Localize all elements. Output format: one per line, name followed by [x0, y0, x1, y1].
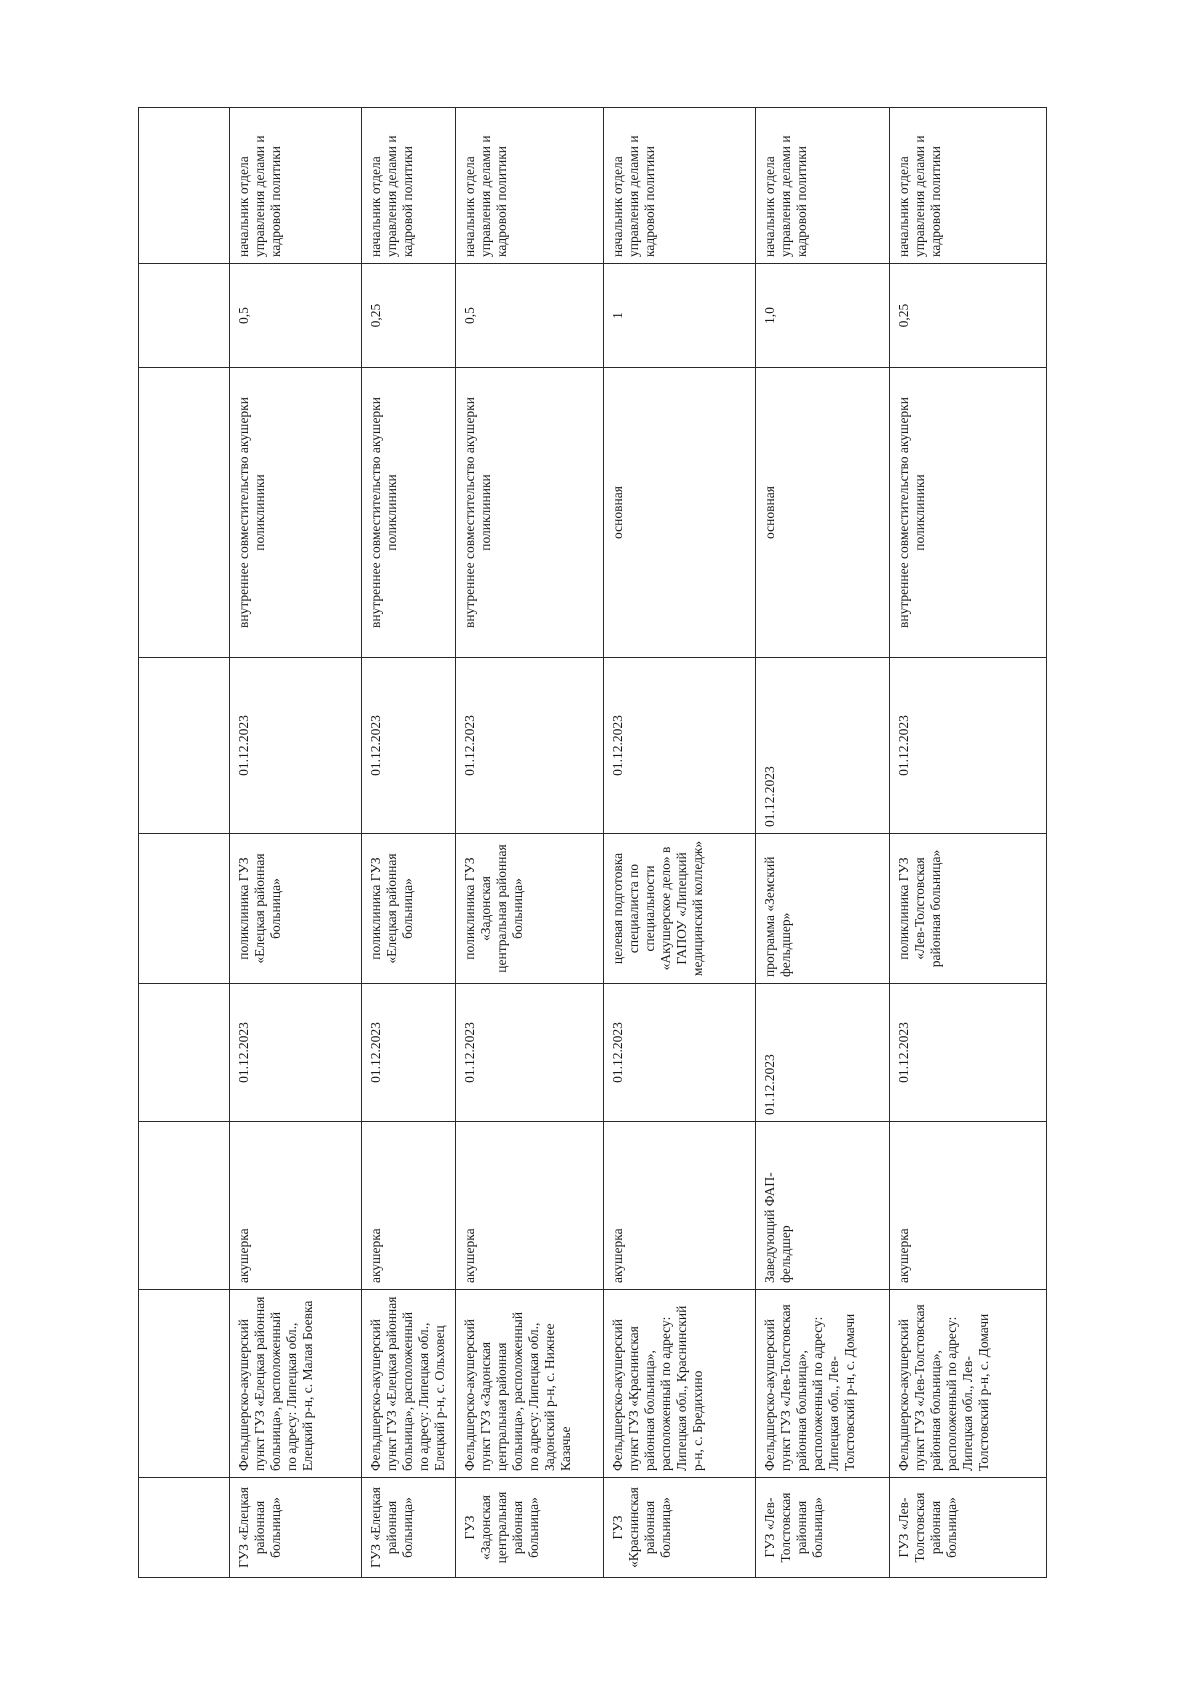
- rate-cell: 0,5: [456, 264, 604, 368]
- table-row: [230, 108, 362, 1578]
- empty-cell: [139, 1478, 230, 1578]
- empty-cell: [139, 834, 230, 984]
- unit-cell: Фельдшерско-акушерский пункт ГУЗ «Лев-Толстовская районная больница», расположенный по адресу: Липецкая обл., Лев-Толстовский р-н, с. Домачи: [756, 1290, 890, 1478]
- date-cell: 01.12.2023: [604, 658, 756, 834]
- position-cell: акушерка: [456, 1122, 604, 1290]
- unit-cell: Фельдшерско-акушерский пункт ГУЗ «Лев-Толстовская районная больница», расположенный по адресу: Липецкая обл., Лев-Толстовский р-н, с. Домачи: [890, 1290, 1047, 1478]
- date-cell: 01.12.2023: [456, 984, 604, 1122]
- table-row: [890, 108, 1047, 1578]
- organization-cell: ГУЗ «Лев-Толстовская районная больница»: [756, 1478, 890, 1578]
- table-row: [456, 108, 604, 1578]
- date-cell: 01.12.2023: [756, 984, 890, 1122]
- position-cell: Заведующий ФАП-фельдшер: [756, 1122, 890, 1290]
- empty-cell: [139, 108, 230, 264]
- employment-type-cell: внутреннее совместительство акушерки поликлиники: [890, 368, 1047, 658]
- date-cell: 01.12.2023: [230, 658, 362, 834]
- unit-cell: Фельдшерско-акушерский пункт ГУЗ «Елецкая районная больница», расположенный по адресу: Липецкая обл., Елецкий р-н, с. Малая Боевка: [230, 1290, 362, 1478]
- table-row: [362, 108, 456, 1578]
- responsible-cell: начальник отдела управления делами и кадровой политики: [456, 108, 604, 264]
- organization-cell: ГУЗ «Краснинская районная больница»: [604, 1478, 756, 1578]
- empty-cell: [139, 1122, 230, 1290]
- responsible-cell: начальник отдела управления делами и кадровой политики: [362, 108, 456, 264]
- empty-cell: [139, 368, 230, 658]
- employment-type-cell: внутреннее совместительство акушерки поликлиники: [362, 368, 456, 658]
- table-row: [756, 108, 890, 1578]
- unit-cell: Фельдшерско-акушерский пункт ГУЗ «Задонская центральная районная больница», расположенный по адресу: Липецкая обл., Задонский р-н, с. Нижнее Казачье: [456, 1290, 604, 1478]
- organization-cell: ГУЗ «Лев-Толстовская районная больница»: [890, 1478, 1047, 1578]
- organization-cell: ГУЗ «Елецкая районная больница»: [230, 1478, 362, 1578]
- date-cell: 01.12.2023: [362, 658, 456, 834]
- rate-cell: 1: [604, 264, 756, 368]
- empty-cell: [139, 264, 230, 368]
- unit-cell: Фельдшерско-акушерский пункт ГУЗ «Елецкая районная больница», расположенный по адресу: Липецкая обл., Елецкий р-н, с. Ольховец: [362, 1290, 456, 1478]
- date-cell: 01.12.2023: [456, 658, 604, 834]
- empty-cell: [139, 984, 230, 1122]
- position-cell: акушерка: [604, 1122, 756, 1290]
- date-cell: 01.12.2023: [230, 984, 362, 1122]
- responsible-cell: начальник отдела управления делами и кадровой политики: [756, 108, 890, 264]
- date-cell: 01.12.2023: [756, 658, 890, 834]
- organization-cell: ГУЗ «Задонская центральная районная больница»: [456, 1478, 604, 1578]
- empty-cell: [139, 658, 230, 834]
- source-cell: целевая подготовка специалиста по специальности «Акушерское дело» в ГАПОУ «Липецкий медицинский колледж»: [604, 834, 756, 984]
- responsible-cell: начальник отдела управления делами и кадровой политики: [230, 108, 362, 264]
- rotated-table-frame: [138, 108, 1033, 1578]
- table-row-empty: [139, 108, 230, 1578]
- source-cell: поликлиника ГУЗ «Задонская центральная районная больница»: [456, 834, 604, 984]
- position-cell: акушерка: [890, 1122, 1047, 1290]
- rate-cell: 0,25: [362, 264, 456, 368]
- date-cell: 01.12.2023: [890, 658, 1047, 834]
- responsible-cell: начальник отдела управления делами и кадровой политики: [890, 108, 1047, 264]
- position-cell: акушерка: [362, 1122, 456, 1290]
- rate-cell: 0,25: [890, 264, 1047, 368]
- table-row: [604, 108, 756, 1578]
- rotated-table: [138, 108, 1033, 1578]
- source-cell: поликлиника ГУЗ «Лев-Толстовская районная больница»: [890, 834, 1047, 984]
- employment-type-cell: основная: [756, 368, 890, 658]
- empty-cell: [139, 1290, 230, 1478]
- rate-cell: 0,5: [230, 264, 362, 368]
- staffing-table: [138, 107, 1047, 1578]
- employment-type-cell: внутреннее совместительство акушерки поликлиники: [230, 368, 362, 658]
- rate-cell: 1,0: [756, 264, 890, 368]
- date-cell: 01.12.2023: [604, 984, 756, 1122]
- date-cell: 01.12.2023: [890, 984, 1047, 1122]
- position-cell: акушерка: [230, 1122, 362, 1290]
- unit-cell: Фельдшерско-акушерский пункт ГУЗ «Краснинская районная больница», расположенный по адресу: Липецкая обл., Краснинский р-н, с. Бредихино: [604, 1290, 756, 1478]
- employment-type-cell: внутреннее совместительство акушерки поликлиники: [456, 368, 604, 658]
- date-cell: 01.12.2023: [362, 984, 456, 1122]
- employment-type-cell: основная: [604, 368, 756, 658]
- organization-cell: ГУЗ «Елецкая районная больница»: [362, 1478, 456, 1578]
- source-cell: программа «Земский фельдшер»: [756, 834, 890, 984]
- responsible-cell: начальник отдела управления делами и кадровой политики: [604, 108, 756, 264]
- source-cell: поликлиника ГУЗ «Елецкая районная больница»: [362, 834, 456, 984]
- source-cell: поликлиника ГУЗ «Елецкая районная больница»: [230, 834, 362, 984]
